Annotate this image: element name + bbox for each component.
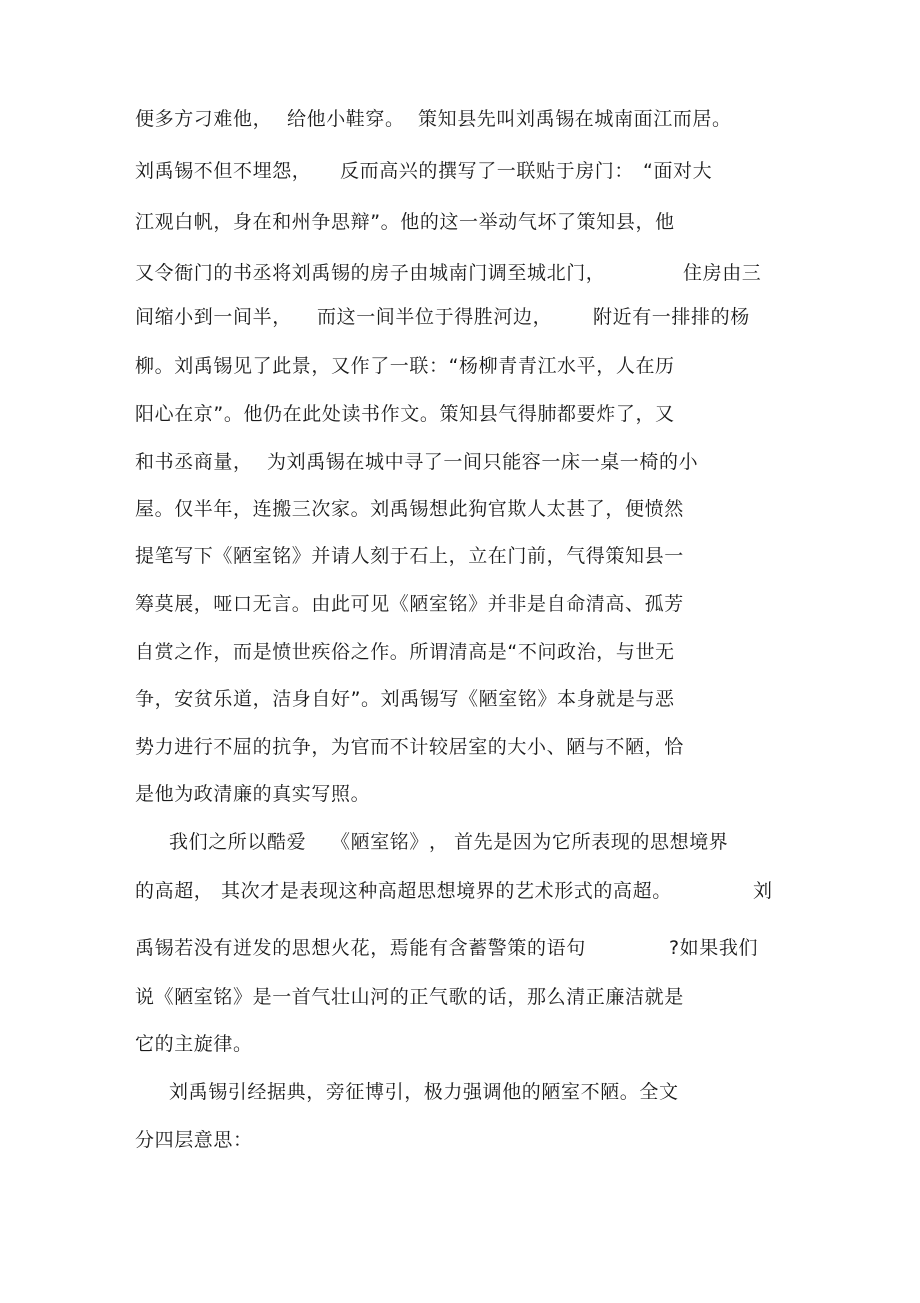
line-14-seg-1: 势力进行不屈的抗争，为官而不计较居室的大小、陋与不陋，恰 (135, 736, 684, 758)
line-17-seg-2: 其次才是表现这种高超思想境界的艺术形式的高超。 (221, 880, 672, 902)
line-5-seg-1: 间缩小到一间半， (135, 306, 292, 328)
line-3-seg-1: 江观白帆，身在和州争思辩”。他的这一举动气坏了策知县，他 (135, 211, 675, 233)
line-13-seg-1: 争，安贫乐道，洁身自好”。刘禹锡写《陋室铭》本身就是与恶 (135, 688, 675, 710)
line-12-seg-1: 自赏之作，而是愤世疾俗之作。所谓清高是“不问政治，与世无 (135, 641, 675, 663)
line-9-seg-1: 屋。仅半年，连搬三次家。刘禹锡想此狗官欺人太甚了，便愤然 (135, 498, 684, 520)
line-7-seg-1: 阳心在京”。他仍在此处读书作文。策知县气得肺都要炸了，又 (135, 403, 675, 425)
line-16-seg-4: 首先是因为它所表现的思想境界 (454, 831, 729, 853)
line-10-seg-1: 提笔写下《陋室铭》并请人刻于石上，立在门前，气得策知县一 (135, 545, 684, 567)
line-2-seg-1: 刘禹锡不但不埋怨， (135, 160, 312, 182)
line-8-seg-2: 为刘禹锡在城中寻了一间只能容一床一桌一椅的小 (267, 451, 699, 473)
line-19-seg-1: 说《陋室铭》是一首气壮山河的正气歌的话，那么清正廉洁就是 (135, 986, 684, 1008)
line-4-seg-1: 又令衙门的书丞将刘禹锡的房子由城南门调至城北门， (135, 262, 606, 284)
line-2-seg-2: 反而高兴的撰写了一联贴于房门： (340, 160, 635, 182)
line-21-seg-1: 刘禹锡引经据典，旁征博引，极力强调他的陋室不陋。全文 (169, 1081, 679, 1103)
line-5-seg-3: 附近有一排排的杨 (593, 306, 750, 328)
line-1-seg-2: 给他小鞋穿。 (287, 108, 405, 130)
text-line-22 (135, 1126, 253, 1210)
line-22-seg-1: 分四层意思： (135, 1129, 253, 1151)
line-1-seg-1: 便多方刁难他， (135, 108, 273, 130)
line-2-seg-3: “面对大 (643, 160, 713, 182)
line-11-seg-1: 筹莫展，哑口无言。由此可见《陋室铭》并非是自命清高、孤芳 (135, 593, 684, 615)
line-18-seg-1: 禹锡若没有迸发的思想火花，焉能有含蓄警策的语句 (135, 937, 586, 959)
line-16-seg-3: ， (429, 831, 449, 853)
line-16-seg-1: 我们之所以酷爱 (169, 831, 307, 853)
line-1-seg-3: 策知县先叫刘禹锡在城南面江而居。 (418, 108, 732, 130)
line-15-seg-1: 是他为政清廉的真实写照。 (135, 783, 371, 805)
line-5-seg-2: 而这一间半位于得胜河边， (317, 306, 553, 328)
line-18-seg-2: ?如果我们 (669, 937, 759, 959)
line-8-seg-1: 和书丞商量， (135, 451, 253, 473)
line-4-seg-2: 住房由三 (683, 262, 762, 284)
line-17-seg-3: 刘 (753, 880, 773, 902)
line-20-seg-1: 它的主旋律。 (135, 1033, 253, 1055)
line-16-seg-2: 《陋室铭》 (331, 831, 430, 853)
line-17-seg-1: 的高超， (135, 880, 214, 902)
line-6-seg-1: 柳。刘禹锡见了此景，又作了一联：“杨柳青青江水平，人在历 (135, 355, 675, 377)
